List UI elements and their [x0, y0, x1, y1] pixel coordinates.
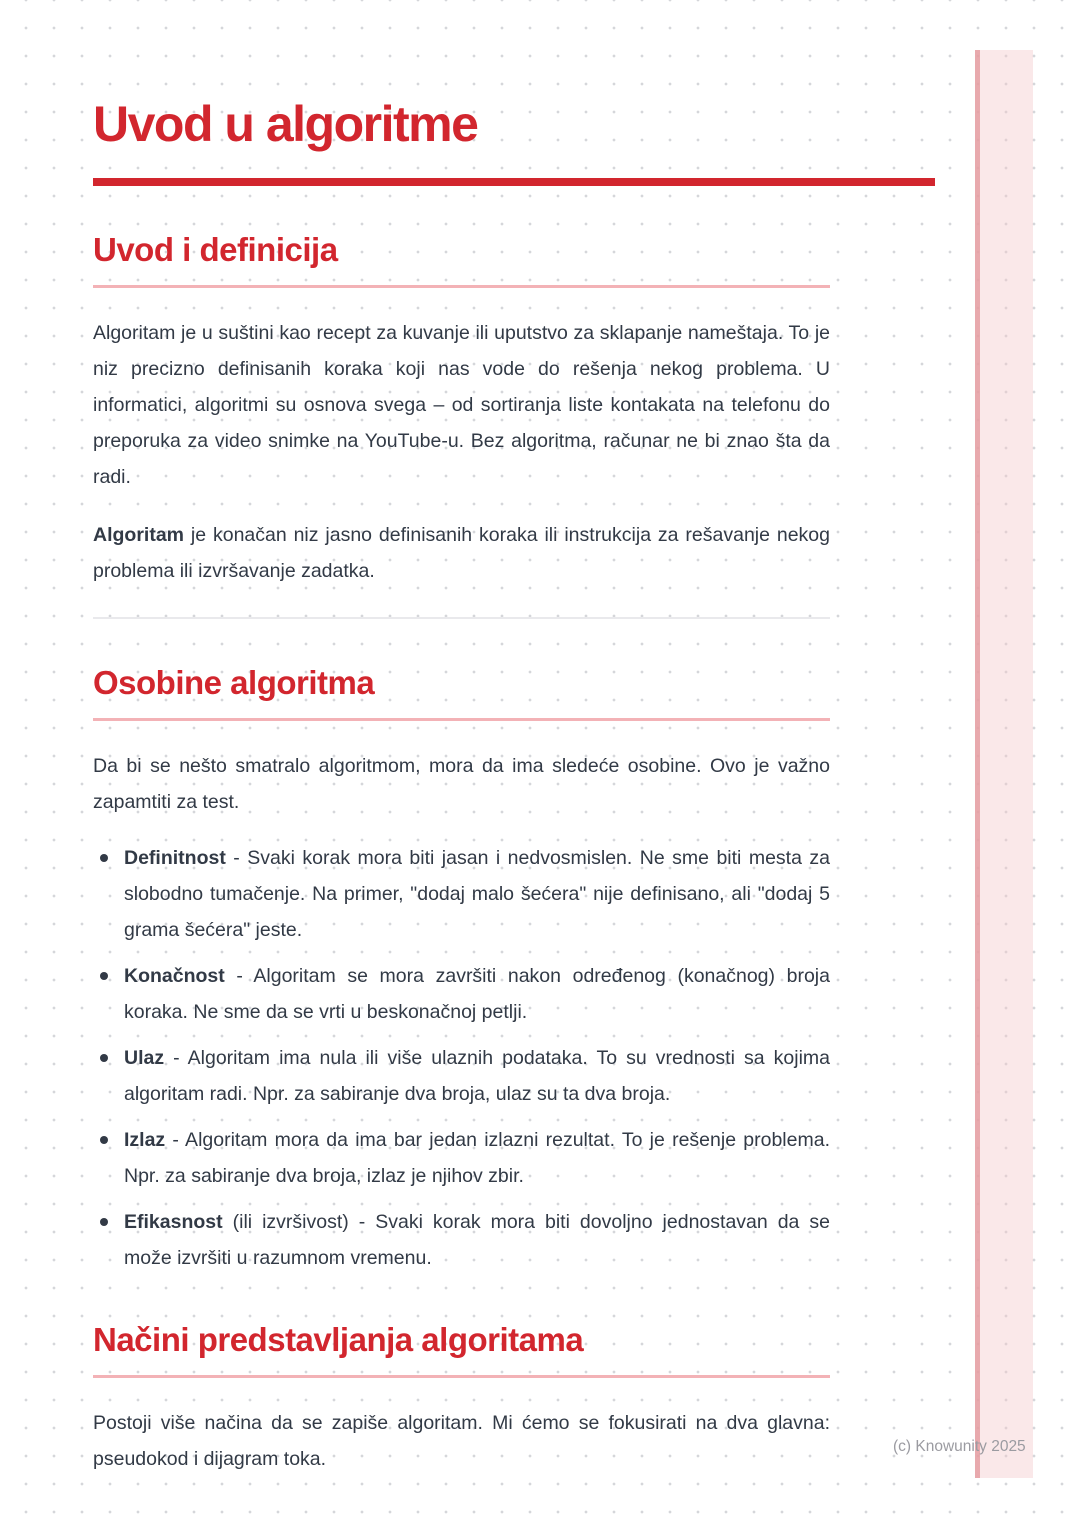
section-nacini-predstavljanja [93, 1320, 935, 1477]
heading-underline [93, 1375, 830, 1378]
page-margin-ribbon [975, 50, 1033, 1478]
section-osobine-algoritma [93, 663, 935, 1276]
property-term: Izlaz [124, 1129, 166, 1151]
list-item [93, 840, 830, 948]
paragraph-text: je konačan niz jasno definisanih koraka ili instrukcija za rešavanje nekog problema ili izvršavanje zadatka. [93, 524, 830, 582]
section-heading: Načini predstavljanja algoritama [93, 1321, 584, 1358]
copyright-watermark: (c) Knowunity 2025 [893, 1438, 1026, 1455]
page-title: Uvod u algoritme [93, 96, 478, 152]
title-rule [93, 178, 935, 186]
paragraph [93, 1405, 830, 1477]
document-page [93, 96, 935, 1477]
list-item [93, 1204, 830, 1276]
property-text: - Algoritam mora da ima bar jedan izlazni rezultat. To je rešenje problema. Npr. za sabiranje dva broja, izlaz je njihov zbir. [124, 1129, 830, 1187]
bullet-icon [100, 972, 108, 980]
bullet-icon [100, 1136, 108, 1144]
heading-underline [93, 285, 830, 288]
section-divider [93, 617, 830, 619]
section-heading: Osobine algoritma [93, 664, 375, 701]
paragraph [93, 517, 830, 589]
section-uvod-i-definicija [93, 230, 935, 589]
property-text: - Svaki korak mora biti jasan i nedvosmislen. Ne sme biti mesta za slobodno tumačenje. Na primer, "dodaj malo šećera" nije definisano, ali "dodaj 5 grama šećera" jeste. [124, 847, 830, 941]
paragraph-text: Postoji više načina da se zapiše algoritam. Mi ćemo se fokusirati na dva glavna: pseudokod i dijagram toka. [93, 1412, 830, 1470]
property-term: Konačnost [124, 965, 225, 987]
list-item [93, 1122, 830, 1194]
heading-underline [93, 718, 830, 721]
bullet-icon [100, 1218, 108, 1226]
paragraph-text: Algoritam je u suštini kao recept za kuvanje ili uputstvo za sklapanje nameštaja. To je niz precizno definisanih koraka koji nas vode do rešenja nekog problema. U informatici, algoritmi su osnova svega – od sortiranja liste kontakata na telefonu do preporuka za video snimke na YouTube-u. Bez algoritma, računar ne bi znao šta da radi. [93, 322, 830, 488]
properties-list [93, 840, 830, 1276]
paragraph-text: Da bi se nešto smatralo algoritmom, mora da ima sledeće osobine. Ovo je važno zapamtiti za test. [93, 755, 830, 813]
list-item [93, 958, 830, 1030]
paragraph [93, 315, 830, 495]
section-heading: Uvod i definicija [93, 231, 338, 268]
property-text: (ili izvršivost) - Svaki korak mora biti dovoljno jednostavan da se može izvršiti u razumnom vremenu. [124, 1211, 830, 1269]
bullet-icon [100, 854, 108, 862]
definition-term: Algoritam [93, 524, 185, 546]
property-text: - Algoritam se mora završiti nakon određenog (konačnog) broja koraka. Ne sme da se vrti u beskonačnoj petlji. [124, 965, 830, 1023]
property-term: Definitnost [124, 847, 226, 869]
bullet-icon [100, 1054, 108, 1062]
property-term: Efikasnost [124, 1211, 223, 1233]
list-item [93, 1040, 830, 1112]
property-text: - Algoritam ima nula ili više ulaznih podataka. To su vrednosti sa kojima algoritam radi. Npr. za sabiranje dva broja, ulaz su ta dva broja. [124, 1047, 830, 1105]
property-term: Ulaz [124, 1047, 165, 1069]
paragraph [93, 748, 830, 820]
